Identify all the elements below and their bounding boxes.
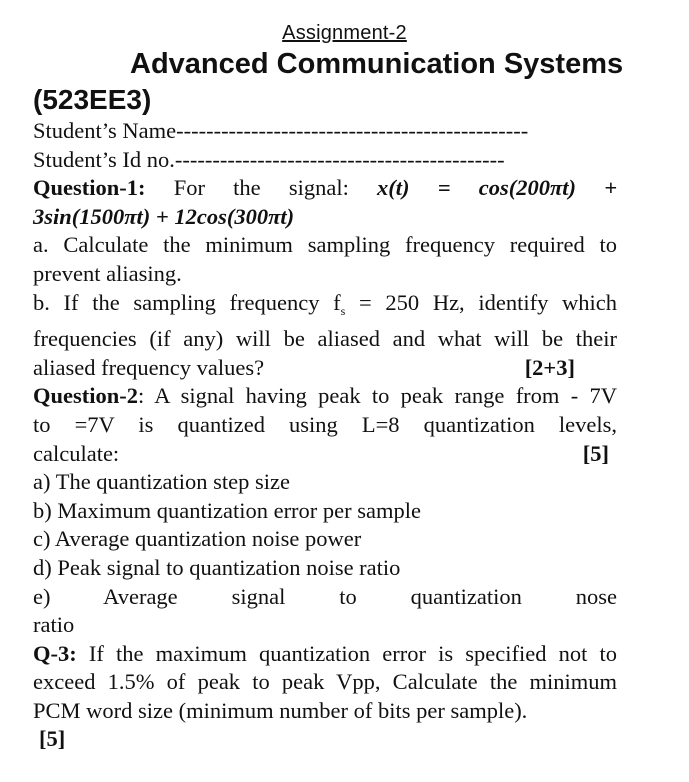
- q3-line1: [33, 640, 617, 669]
- q1-b-line1-end: = 250 Hz, identify which: [359, 289, 618, 315]
- q2-item-e: e) Average signal to quantization nose: [33, 583, 617, 609]
- student-name-line: Student’s Name-----------------------------------------------: [33, 118, 529, 143]
- q2-line1: [33, 382, 617, 411]
- q2-line2: to =7V is quantized using L=8 quantization levels,: [33, 411, 617, 437]
- q2-item-e-cont: ratio: [33, 612, 75, 638]
- q3-marks-row: [33, 725, 617, 754]
- q2-line1-text: : A signal having peak to peak range from - 7V: [138, 383, 617, 409]
- q1-b-line3: aliased frequency values?: [33, 354, 265, 380]
- q1-marks: [2+3]: [524, 354, 575, 380]
- q1-label: Question-1:: [33, 175, 146, 201]
- q1-intro: For the signal:: [173, 175, 349, 201]
- student-id-line: Student’s Id no.--------------------------------------------: [33, 146, 505, 172]
- course-code: (523EE3): [33, 84, 152, 115]
- q2-marks: [5]: [582, 440, 609, 466]
- q1-b-line3-row: [33, 354, 617, 383]
- q1-b-line2: frequencies (if any) will be aliased and what will be their: [33, 326, 617, 352]
- assignment-body: [33, 117, 617, 754]
- q2-line3-row: [33, 440, 617, 469]
- q1-b-line1-start: b. If the sampling frequency f: [33, 289, 341, 315]
- q2-item-b: b) Maximum quantization error per sample: [33, 497, 422, 523]
- q1-b-line1: [33, 289, 617, 326]
- q3-label: Q-3:: [33, 640, 77, 666]
- q2-label: Question-2: [33, 383, 139, 409]
- q1-header-line: [33, 174, 617, 203]
- q1-signal-part1: x(t) = cos(200πt) +: [377, 175, 618, 201]
- q2-item-d: d) Peak signal to quantization noise ratio: [33, 554, 401, 580]
- q1-signal-part2: 3sin(1500πt) + 12cos(300πt): [33, 203, 295, 229]
- q3-line3: PCM word size (minimum number of bits per sample).: [33, 697, 528, 723]
- q1-a-line1: a. Calculate the minimum sampling frequency required to: [33, 232, 617, 258]
- q1-a-line2: prevent aliasing.: [33, 260, 182, 286]
- q3-line2: exceed 1.5% of peak to peak Vpp, Calculate the minimum: [33, 669, 617, 695]
- q1-b-subscript: s: [340, 303, 346, 318]
- q2-item-a: a) The quantization step size: [33, 469, 290, 495]
- q2-line3: calculate:: [33, 440, 120, 466]
- course-title: Advanced Communication Systems: [130, 48, 624, 80]
- assignment-title: Assignment-2: [282, 22, 407, 44]
- q3-marks: [5]: [39, 726, 66, 752]
- q3-line1-text: If the maximum quantization error is specified not to: [88, 640, 617, 666]
- q2-item-c: c) Average quantization noise power: [33, 526, 362, 552]
